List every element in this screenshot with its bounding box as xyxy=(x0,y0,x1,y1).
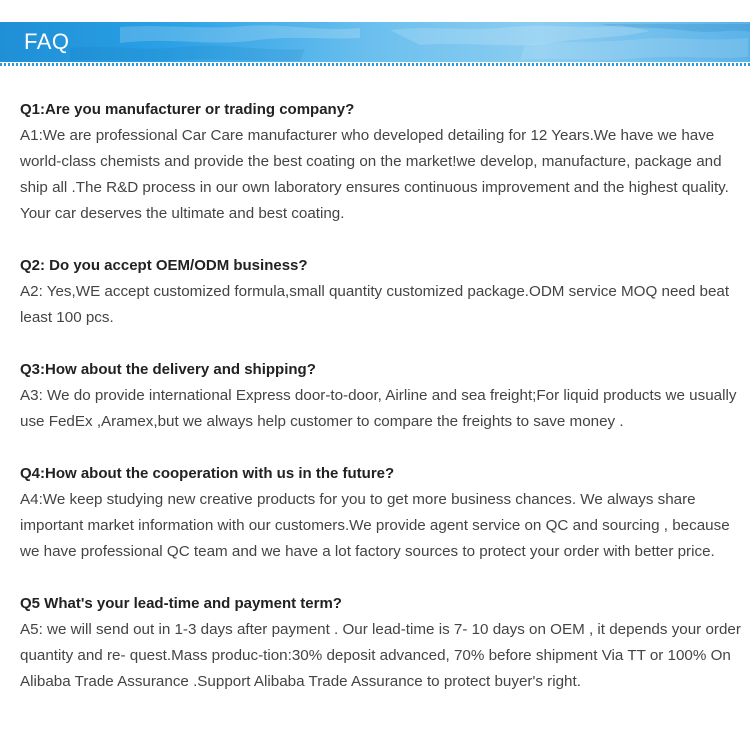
faq-answer-5: A5: we will send out in 1-3 days after payment . Our lead-time is 7- 10 days on OEM , it depends your order quantity and re- quest.Mass produc-tion:30% deposit advanced, 70% before shipment Via TT or 100% On Alibaba Trade Assurance .Support Alibaba Trade Assurance to protect buyer's right. xyxy=(20,621,741,690)
faq-item-5 xyxy=(20,591,745,695)
faq-answer-2: A2: Yes,WE accept customized formula,small quantity customized package.ODM service MOQ need beat least 100 pcs. xyxy=(20,283,730,326)
faq-answer-3: A3: We do provide international Express door-to-door, Airline and sea freight;For liquid products we usually use FedEx ,Aramex,but we always help customer to compare the freights to save money . xyxy=(20,387,737,430)
faq-title: FAQ xyxy=(24,29,70,54)
world-map-background-graphic xyxy=(0,22,750,62)
dashed-divider xyxy=(0,63,750,66)
faq-item-2 xyxy=(20,253,745,331)
faq-list xyxy=(20,97,745,721)
faq-question-2: Q2: Do you accept OEM/ODM business? xyxy=(20,257,308,274)
faq-item-3 xyxy=(20,357,745,435)
faq-question-3: Q3:How about the delivery and shipping? xyxy=(20,361,316,378)
faq-answer-4: A4:We keep studying new creative products for you to get more business chances. We always share important market information with our customers.We provide agent service on QC and sourcing , because we have professional QC team and we have a lot factory sources to protect your order with better price. xyxy=(20,491,730,560)
faq-item-4 xyxy=(20,461,745,565)
faq-item-1 xyxy=(20,97,745,227)
faq-question-5: Q5 What's your lead-time and payment term? xyxy=(20,595,342,612)
faq-banner xyxy=(0,22,750,62)
faq-question-4: Q4:How about the cooperation with us in the future? xyxy=(20,465,395,482)
faq-question-1: Q1:Are you manufacturer or trading company? xyxy=(20,101,355,118)
faq-answer-1: A1:We are professional Car Care manufacturer who developed detailing for 12 Years.We have we have world-class chemists and provide the best coating on the market!we develop, manufacture, package and ship all .The R&D process in our own laboratory ensures continuous improvement and the highest quality. Your car deserves the ultimate and best coating. xyxy=(20,127,729,222)
